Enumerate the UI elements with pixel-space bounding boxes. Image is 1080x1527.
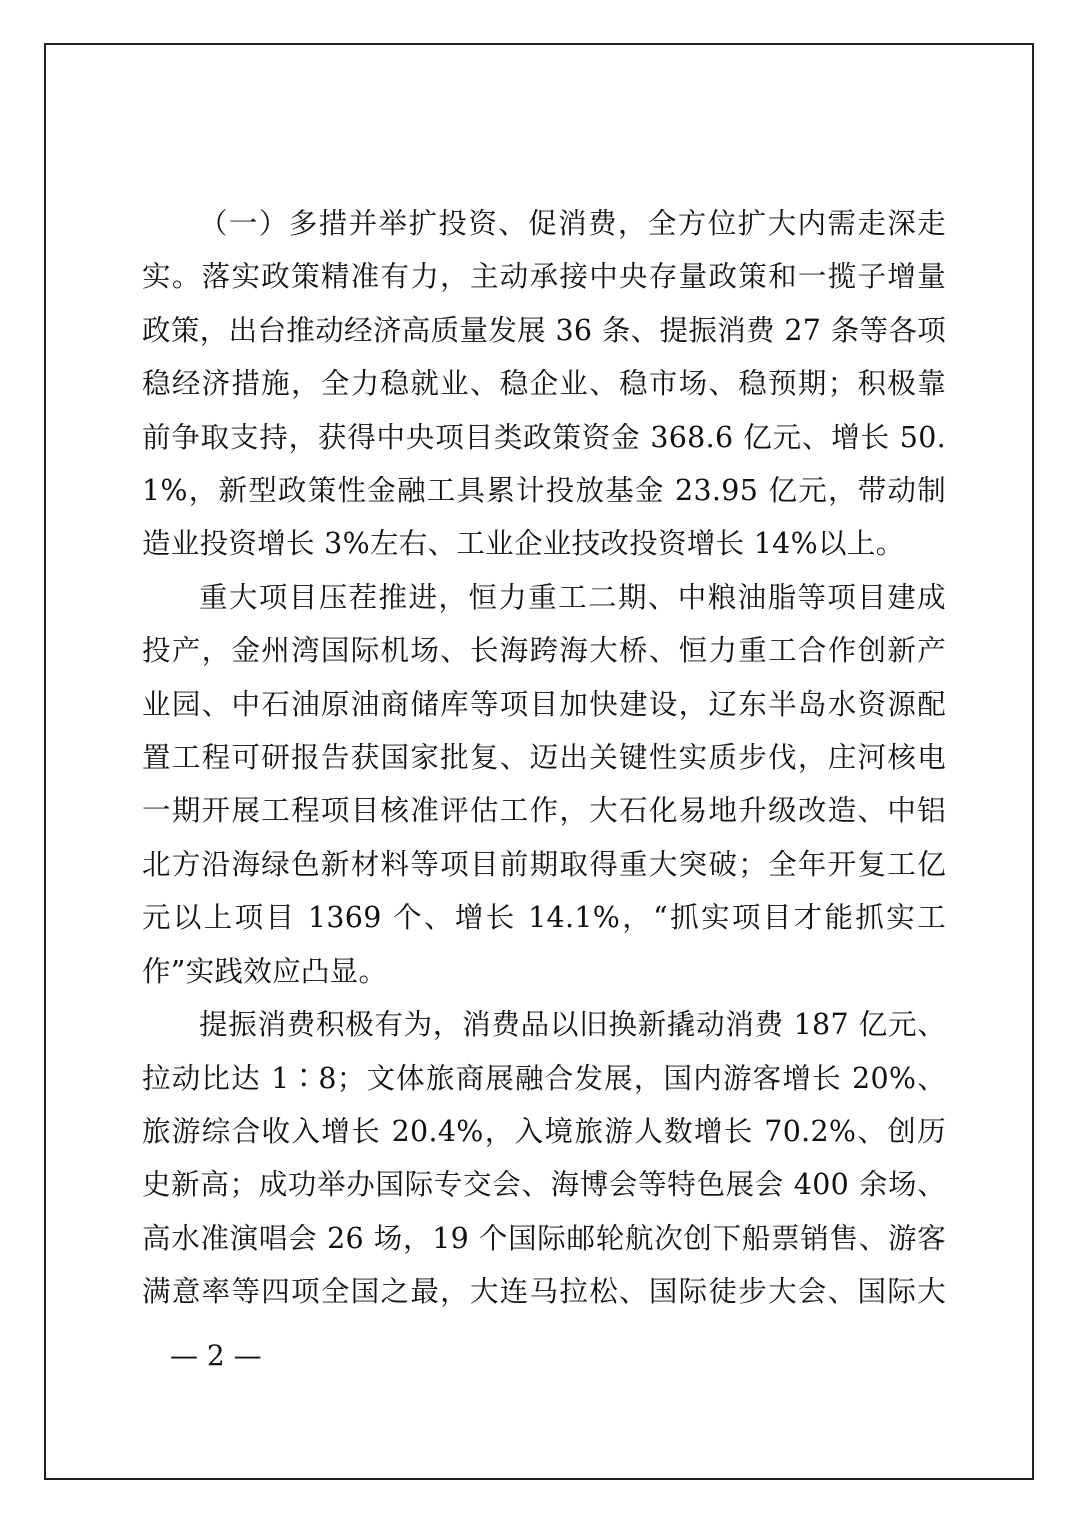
page-number: — 2 — xyxy=(170,1339,262,1372)
document-body xyxy=(142,197,946,1307)
paragraph-major-projects: 重大项目压茬推进，恒力重工二期、中粮油脂等项目建成投产，金州湾国际机场、长海跨海大桥、恒力重工合作创新产业园、中石油原油商储库等项目加快建设，辽东半岛水资源配置工程可研报告获国家批复、迈出关键性实质步伐，庄河核电一期开展工程项目核准评估工作，大石化易地升级改造、中铝北方沿海绿色新材料等项目前期取得重大突破；全年开复工亿元以上项目 1369 个、增长 14.1%，“抓实项目才能抓实工作”实践效应凸显。 xyxy=(142,580,946,988)
paragraph-expand-domestic-demand: （一）多措并举扩投资、促消费，全方位扩大内需走深走实。落实政策精准有力，主动承接中央存量政策和一揽子增量政策，出台推动经济高质量发展 36 条、提振消费 27 条等各项稳经济措施，全力稳就业、稳企业、稳市场、稳预期；积极靠前争取支持，获得中央项目类政策资金 368.6 亿元、增长 50.1%，新型政策性金融工具累计投放基金 23.95 亿元，带动制造业投资增长 3%左右、工业企业技改投资增长 14%以上。 xyxy=(142,207,946,561)
paragraph-boost-consumption: 提振消费积极有为，消费品以旧换新撬动消费 187 亿元、拉动比达 1∶8；文体旅商展融合发展，国内游客增长 20%、旅游综合收入增长 20.4%，入境旅游人数增长 70.2%、创历史新高；成功举办国际专交会、海博会等特色展会 400 余场、高水准演唱会 26 场，19 个国际邮轮航次创下船票销售、游客满意率等四项全国之最，大连马拉松、国际徒步大会、国际大 xyxy=(142,1008,946,1307)
